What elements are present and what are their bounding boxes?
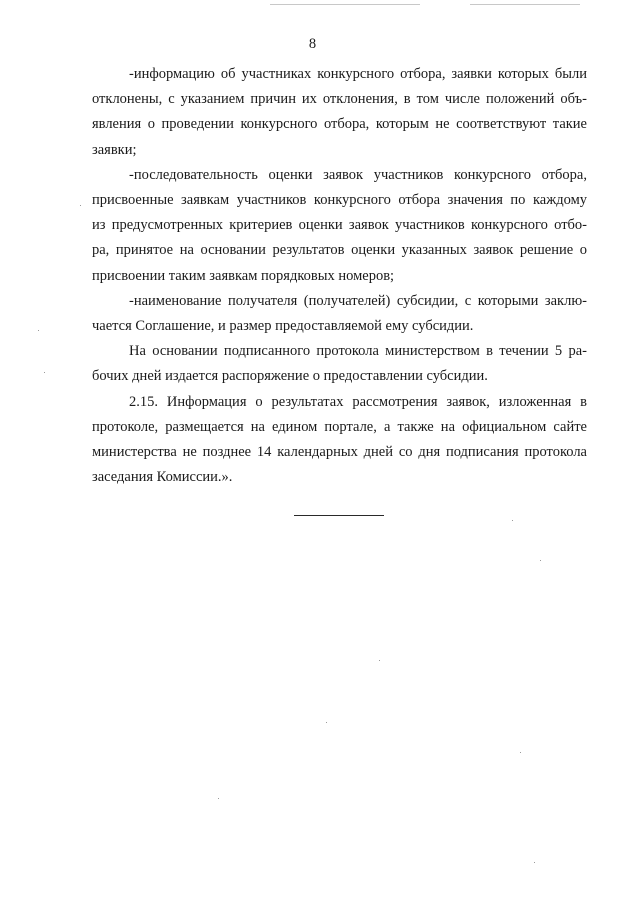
page-number: 8: [308, 36, 317, 52]
text-line: заседания Комиссии.».: [92, 469, 233, 486]
text-line: отклонены, с указанием причин их отклонения, в том числе положений объ-: [92, 91, 587, 108]
paragraph-clause-2-15: [92, 390, 587, 491]
scan-speck: [80, 205, 81, 206]
text-line: протоколе, размещается на едином портале, а также на официальном сайте: [92, 418, 587, 435]
text-line: бочих дней издается распоряжение о предоставлении субсидии.: [92, 368, 488, 385]
text-line: чается Соглашение, и размер предоставляемой ему субсидии.: [92, 318, 474, 335]
scan-speck: [534, 862, 535, 863]
end-of-text-rule: [294, 515, 384, 516]
paragraph-subsidy-order: [92, 339, 587, 389]
scan-speck: [44, 372, 45, 373]
text-line: из предусмотренных критериев оценки заявок участников конкурсного отбо-: [92, 217, 587, 234]
text-line: присвоении таким заявкам порядковых номеров;: [92, 267, 395, 284]
scan-edge-line: [470, 4, 580, 5]
text-line: -последовательность оценки заявок участников конкурсного отбора,: [129, 166, 587, 183]
document-body: [92, 62, 587, 490]
scan-speck: [379, 660, 380, 661]
text-line: ра, принятое на основании результатов оценки указанных заявок решение о: [92, 242, 587, 259]
scan-speck: [512, 520, 513, 521]
text-line: -информацию об участниках конкурсного отбора, заявки которых были: [129, 66, 587, 82]
text-line: На основании подписанного протокола министерством в течении 5 ра-: [129, 343, 587, 360]
text-line: -наименование получателя (получателей) субсидии, с которыми заклю-: [129, 292, 587, 309]
text-line: министерства не позднее 14 календарных дней со дня подписания протокола: [92, 444, 587, 461]
paragraph-rejected-participants-info: [92, 62, 587, 163]
scan-edge-line: [270, 4, 420, 5]
text-line: 2.15. Информация о результатах рассмотрения заявок, изложенная в: [129, 393, 587, 410]
paragraph-evaluation-sequence: [92, 163, 587, 289]
text-line: заявки;: [92, 141, 137, 158]
scan-speck: [540, 560, 541, 561]
scan-speck: [38, 330, 39, 331]
scan-speck: [218, 798, 219, 799]
paragraph-recipient-name: [92, 289, 587, 339]
text-line: присвоенные заявкам участников конкурсного отбора значения по каждому: [92, 192, 587, 209]
text-line: явления о проведении конкурсного отбора, которым не соответствуют такие: [92, 116, 587, 133]
scan-speck: [520, 752, 521, 753]
scan-speck: [326, 722, 327, 723]
